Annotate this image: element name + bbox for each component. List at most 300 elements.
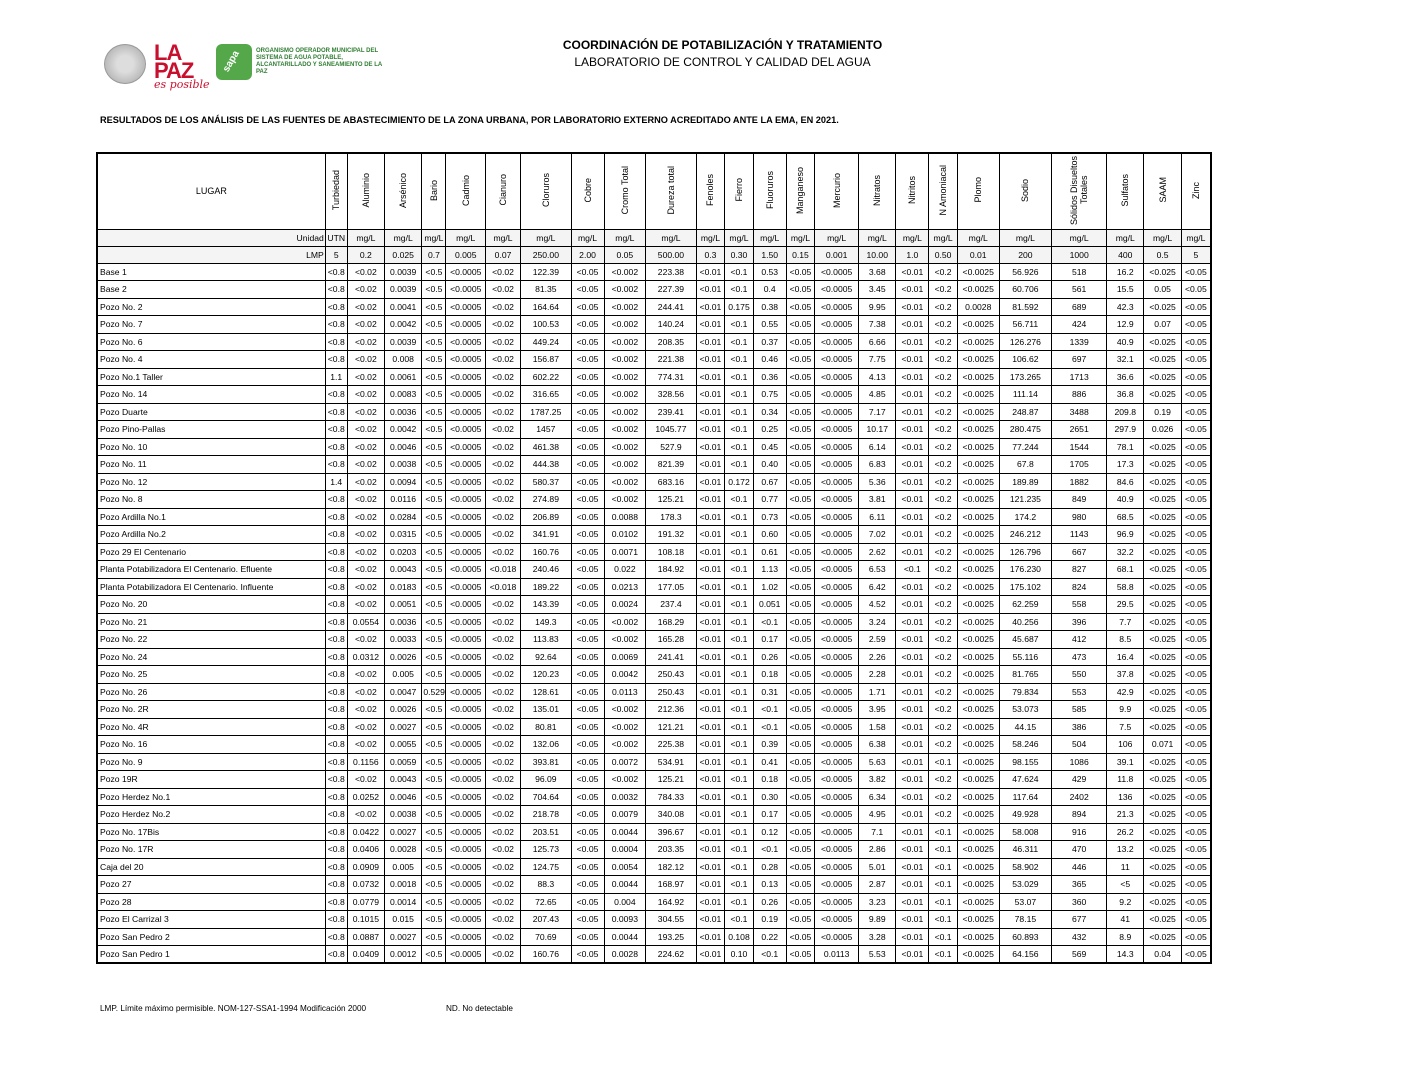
value-cell: 29.5: [1107, 596, 1144, 614]
value-cell: <0.0005: [446, 876, 486, 894]
value-cell: <0.05: [571, 876, 604, 894]
value-cell: <0.2: [929, 438, 958, 456]
value-cell: <0.02: [485, 736, 520, 754]
value-cell: <0.1: [929, 823, 958, 841]
value-cell: 0.015: [385, 911, 422, 929]
value-cell: 0.67: [753, 473, 786, 491]
table-row: [97, 631, 1211, 649]
value-cell: 218.78: [521, 806, 571, 824]
value-cell: <0.05: [571, 736, 604, 754]
value-cell: <0.8: [325, 876, 347, 894]
value-cell: <0.05: [571, 368, 604, 386]
value-cell: <0.002: [604, 333, 646, 351]
lmp-cell: 2.00: [571, 246, 604, 263]
value-cell: <0.01: [896, 491, 929, 509]
value-cell: <0.0005: [446, 368, 486, 386]
value-cell: <0.05: [571, 631, 604, 649]
value-cell: <0.05: [1181, 386, 1211, 404]
value-cell: <0.025: [1144, 893, 1181, 911]
value-cell: <0.8: [325, 596, 347, 614]
value-cell: <0.5: [422, 263, 446, 281]
value-cell: 36.8: [1107, 386, 1144, 404]
value-cell: <0.0005: [815, 386, 859, 404]
value-cell: 15.5: [1107, 281, 1144, 299]
column-header: [325, 153, 347, 229]
value-cell: 0.0094: [385, 473, 422, 491]
value-cell: <0.02: [485, 648, 520, 666]
value-cell: 527.9: [646, 438, 696, 456]
value-cell: 32.2: [1107, 543, 1144, 561]
value-cell: 2.26: [859, 648, 896, 666]
value-cell: <0.1: [725, 596, 754, 614]
value-cell: <0.01: [696, 648, 725, 666]
value-cell: <0.05: [1181, 823, 1211, 841]
table-row: [97, 596, 1211, 614]
units-row: [97, 229, 1211, 246]
value-cell: <0.025: [1144, 788, 1181, 806]
value-cell: 0.0252: [347, 788, 384, 806]
value-cell: 2.28: [859, 666, 896, 684]
value-cell: <0.02: [485, 281, 520, 299]
value-cell: 0.0028: [604, 946, 646, 964]
value-cell: <0.0005: [815, 613, 859, 631]
value-cell: 0.0026: [385, 648, 422, 666]
value-cell: <0.01: [896, 368, 929, 386]
value-cell: <0.02: [347, 666, 384, 684]
value-cell: 189.22: [521, 578, 571, 596]
value-cell: <0.01: [896, 543, 929, 561]
value-cell: 0.0113: [604, 683, 646, 701]
value-cell: 125.73: [521, 841, 571, 859]
value-cell: <0.0005: [446, 508, 486, 526]
value-cell: <0.1: [725, 263, 754, 281]
lmp-cell: 1.50: [753, 246, 786, 263]
value-cell: 7.02: [859, 526, 896, 544]
value-cell: 849: [1052, 491, 1107, 509]
value-cell: 11.8: [1107, 771, 1144, 789]
value-cell: <0.02: [485, 683, 520, 701]
value-cell: <0.0005: [446, 858, 486, 876]
value-cell: 16.2: [1107, 263, 1144, 281]
value-cell: 77.244: [999, 438, 1052, 456]
place-cell: Pozo 19R: [97, 771, 325, 789]
value-cell: <0.05: [786, 368, 815, 386]
column-header: [696, 153, 725, 229]
value-cell: <0.0005: [815, 666, 859, 684]
value-cell: <0.05: [1181, 281, 1211, 299]
value-cell: <0.05: [1181, 788, 1211, 806]
value-cell: 0.0042: [385, 316, 422, 334]
value-cell: <0.5: [422, 456, 446, 474]
value-cell: 206.89: [521, 508, 571, 526]
value-cell: <0.8: [325, 701, 347, 719]
value-cell: <0.05: [1181, 421, 1211, 439]
value-cell: 0.19: [1144, 403, 1181, 421]
table-row: [97, 806, 1211, 824]
value-cell: <0.5: [422, 806, 446, 824]
place-cell: Pozo No. 11: [97, 456, 325, 474]
value-cell: 81.765: [999, 666, 1052, 684]
value-cell: 240.46: [521, 561, 571, 579]
unit-cell: mg/L: [1144, 229, 1181, 246]
value-cell: 96.9: [1107, 526, 1144, 544]
value-cell: 160.76: [521, 543, 571, 561]
value-cell: <0.0005: [446, 806, 486, 824]
value-cell: <0.8: [325, 928, 347, 946]
value-cell: <0.0005: [815, 718, 859, 736]
value-cell: 0.0036: [385, 403, 422, 421]
value-cell: <0.0005: [815, 578, 859, 596]
value-cell: <0.05: [786, 333, 815, 351]
value-cell: <0.05: [571, 263, 604, 281]
value-cell: <0.0005: [815, 911, 859, 929]
value-cell: 117.64: [999, 788, 1052, 806]
value-cell: <0.05: [1181, 473, 1211, 491]
value-cell: 0.0044: [604, 876, 646, 894]
column-header: [422, 153, 446, 229]
unit-cell: mg/L: [1181, 229, 1211, 246]
value-cell: <0.8: [325, 631, 347, 649]
value-cell: 42.9: [1107, 683, 1144, 701]
value-cell: <0.05: [786, 456, 815, 474]
value-cell: <0.05: [1181, 578, 1211, 596]
value-cell: 0.18: [753, 666, 786, 684]
value-cell: <0.0005: [446, 823, 486, 841]
value-cell: <0.05: [571, 613, 604, 631]
value-cell: <0.02: [485, 666, 520, 684]
lmp-cell: 0.3: [696, 246, 725, 263]
value-cell: <0.8: [325, 946, 347, 964]
value-cell: <0.05: [571, 753, 604, 771]
value-cell: 68.5: [1107, 508, 1144, 526]
value-cell: <0.1: [725, 718, 754, 736]
value-cell: <0.8: [325, 316, 347, 334]
value-cell: 4.85: [859, 386, 896, 404]
unit-cell: mg/L: [485, 229, 520, 246]
value-cell: <0.0005: [446, 386, 486, 404]
lmp-cell: 1.0: [896, 246, 929, 263]
table-row: [97, 421, 1211, 439]
value-cell: <0.01: [696, 911, 725, 929]
value-cell: <0.0005: [446, 613, 486, 631]
value-cell: <0.0005: [815, 281, 859, 299]
column-header-label: Arsénico: [398, 172, 409, 208]
value-cell: 0.36: [753, 368, 786, 386]
value-cell: 9.2: [1107, 893, 1144, 911]
value-cell: 3.45: [859, 281, 896, 299]
value-cell: <0.5: [422, 648, 446, 666]
value-cell: <0.01: [696, 666, 725, 684]
value-cell: 386: [1052, 718, 1107, 736]
value-cell: 553: [1052, 683, 1107, 701]
unit-cell: mg/L: [896, 229, 929, 246]
value-cell: <0.05: [786, 263, 815, 281]
lmp-cell: 5: [325, 246, 347, 263]
value-cell: <0.8: [325, 911, 347, 929]
value-cell: <0.05: [571, 911, 604, 929]
table-row: [97, 946, 1211, 964]
value-cell: <0.1: [725, 631, 754, 649]
value-cell: <0.0005: [446, 771, 486, 789]
value-cell: <0.8: [325, 771, 347, 789]
column-header-label: Cloruros: [540, 173, 551, 208]
value-cell: 0.0028: [957, 298, 999, 316]
value-cell: 0.0033: [385, 631, 422, 649]
value-cell: <0.01: [696, 858, 725, 876]
value-cell: <0.5: [422, 736, 446, 754]
value-cell: <0.05: [1181, 893, 1211, 911]
value-cell: 0.0113: [815, 946, 859, 964]
value-cell: 0.0409: [347, 946, 384, 964]
value-cell: 704.64: [521, 788, 571, 806]
value-cell: 365: [1052, 876, 1107, 894]
value-cell: 78.1: [1107, 438, 1144, 456]
sapa-logo: [216, 44, 390, 82]
value-cell: <0.025: [1144, 683, 1181, 701]
value-cell: 58.902: [999, 858, 1052, 876]
value-cell: <0.002: [604, 316, 646, 334]
value-cell: 316.65: [521, 386, 571, 404]
value-cell: 84.6: [1107, 473, 1144, 491]
value-cell: <0.1: [753, 613, 786, 631]
value-cell: <0.2: [929, 648, 958, 666]
value-cell: 132.06: [521, 736, 571, 754]
value-cell: <0.0005: [446, 578, 486, 596]
value-cell: <0.1: [753, 946, 786, 964]
value-cell: 70.69: [521, 928, 571, 946]
value-cell: <0.05: [786, 876, 815, 894]
value-cell: 0.0046: [385, 788, 422, 806]
value-cell: <0.05: [1181, 666, 1211, 684]
value-cell: <0.5: [422, 666, 446, 684]
column-header-label: Cadmio: [460, 174, 471, 206]
place-cell: Pozo No. 20: [97, 596, 325, 614]
value-cell: 461.38: [521, 438, 571, 456]
lab-subtitle: LABORATORIO DE CONTROL Y CALIDAD DEL AGUA: [574, 55, 871, 69]
value-cell: <0.05: [786, 526, 815, 544]
value-cell: 8.5: [1107, 631, 1144, 649]
column-header: [347, 153, 384, 229]
value-cell: <0.5: [422, 473, 446, 491]
place-cell: Pozo Ardilla No.2: [97, 526, 325, 544]
value-cell: 328.56: [646, 386, 696, 404]
value-cell: <0.5: [422, 351, 446, 369]
value-cell: <0.018: [485, 561, 520, 579]
value-cell: <0.05: [786, 823, 815, 841]
value-cell: <0.5: [422, 403, 446, 421]
value-cell: 602.22: [521, 368, 571, 386]
value-cell: <0.025: [1144, 508, 1181, 526]
value-cell: 0.53: [753, 263, 786, 281]
value-cell: <0.025: [1144, 631, 1181, 649]
value-cell: <0.01: [896, 718, 929, 736]
value-cell: <0.0005: [815, 596, 859, 614]
value-cell: <0.01: [696, 526, 725, 544]
value-cell: 6.66: [859, 333, 896, 351]
value-cell: <0.01: [896, 316, 929, 334]
value-cell: <0.2: [929, 578, 958, 596]
value-cell: 6.53: [859, 561, 896, 579]
value-cell: <0.02: [347, 333, 384, 351]
value-cell: 0.0042: [385, 421, 422, 439]
value-cell: 280.475: [999, 421, 1052, 439]
place-cell: Pozo San Pedro 2: [97, 928, 325, 946]
value-cell: <0.05: [1181, 543, 1211, 561]
column-header: [385, 153, 422, 229]
value-cell: <0.0005: [446, 281, 486, 299]
value-cell: 96.09: [521, 771, 571, 789]
value-cell: 223.38: [646, 263, 696, 281]
value-cell: <0.0025: [957, 351, 999, 369]
value-cell: <0.025: [1144, 491, 1181, 509]
value-cell: 92.64: [521, 648, 571, 666]
place-cell: Pozo No. 17Bis: [97, 823, 325, 841]
value-cell: 239.41: [646, 403, 696, 421]
value-cell: <0.5: [422, 876, 446, 894]
value-cell: 64.156: [999, 946, 1052, 964]
lmp-cell: 10.00: [859, 246, 896, 263]
value-cell: <0.02: [485, 631, 520, 649]
value-cell: <0.02: [347, 596, 384, 614]
value-cell: 182.12: [646, 858, 696, 876]
value-cell: 0.0028: [385, 841, 422, 859]
value-cell: 580.37: [521, 473, 571, 491]
value-cell: <0.0025: [957, 823, 999, 841]
value-cell: <0.002: [604, 438, 646, 456]
value-cell: <0.05: [1181, 526, 1211, 544]
column-header-row: [97, 153, 1211, 229]
value-cell: <0.05: [571, 683, 604, 701]
column-header-label: Cianuro: [498, 174, 509, 207]
value-cell: <0.02: [485, 753, 520, 771]
value-cell: <0.02: [347, 351, 384, 369]
value-cell: <0.05: [571, 666, 604, 684]
value-cell: <0.0025: [957, 508, 999, 526]
place-cell: Base 2: [97, 281, 325, 299]
column-header-label: Turbiedad: [331, 170, 342, 211]
value-cell: <0.02: [347, 473, 384, 491]
value-cell: <0.8: [325, 456, 347, 474]
lmp-cell: 0.2: [347, 246, 384, 263]
value-cell: <0.05: [786, 806, 815, 824]
value-cell: 0.0038: [385, 806, 422, 824]
unit-cell: mg/L: [999, 229, 1052, 246]
value-cell: <0.5: [422, 893, 446, 911]
value-cell: 827: [1052, 561, 1107, 579]
unit-cell: mg/L: [1052, 229, 1107, 246]
place-cell: Pozo No. 16: [97, 736, 325, 754]
value-cell: 5.36: [859, 473, 896, 491]
value-cell: <0.01: [896, 823, 929, 841]
value-cell: <0.02: [485, 718, 520, 736]
value-cell: <0.0025: [957, 368, 999, 386]
value-cell: <0.05: [1181, 403, 1211, 421]
value-cell: <0.02: [347, 718, 384, 736]
value-cell: <0.01: [896, 298, 929, 316]
value-cell: <0.01: [696, 368, 725, 386]
value-cell: <0.05: [571, 893, 604, 911]
value-cell: 53.07: [999, 893, 1052, 911]
value-cell: 203.51: [521, 823, 571, 841]
value-cell: <0.1: [725, 701, 754, 719]
value-cell: 143.39: [521, 596, 571, 614]
lmp-cell: 250.00: [521, 246, 571, 263]
value-cell: 0.0012: [385, 946, 422, 964]
value-cell: <0.0005: [815, 753, 859, 771]
column-header-label: Mercurio: [831, 172, 842, 208]
unit-cell: mg/L: [725, 229, 754, 246]
value-cell: 113.83: [521, 631, 571, 649]
value-cell: 473: [1052, 648, 1107, 666]
value-cell: <0.0005: [815, 316, 859, 334]
column-header-label: Nitritos: [907, 176, 918, 205]
value-cell: <0.02: [485, 841, 520, 859]
value-cell: <0.2: [929, 736, 958, 754]
value-cell: <0.02: [485, 928, 520, 946]
value-cell: <0.8: [325, 578, 347, 596]
value-cell: <0.0005: [446, 928, 486, 946]
value-cell: 393.81: [521, 753, 571, 771]
value-cell: <0.05: [786, 281, 815, 299]
lmp-cell: 0.5: [1144, 246, 1181, 263]
value-cell: 3.24: [859, 613, 896, 631]
place-cell: Pozo No. 22: [97, 631, 325, 649]
value-cell: <0.0005: [446, 473, 486, 491]
value-cell: <0.01: [696, 438, 725, 456]
value-cell: 0.05: [1144, 281, 1181, 299]
value-cell: <0.02: [485, 316, 520, 334]
value-cell: 9.89: [859, 911, 896, 929]
unit-cell: mg/L: [957, 229, 999, 246]
value-cell: 0.0072: [604, 753, 646, 771]
value-cell: 4.95: [859, 806, 896, 824]
value-cell: <0.0025: [957, 666, 999, 684]
column-header: [571, 153, 604, 229]
value-cell: 0.31: [753, 683, 786, 701]
table-row: [97, 753, 1211, 771]
value-cell: <0.01: [696, 333, 725, 351]
value-cell: <0.1: [725, 648, 754, 666]
value-cell: 0.005: [385, 666, 422, 684]
value-cell: 136: [1107, 788, 1144, 806]
value-cell: <0.05: [786, 858, 815, 876]
value-cell: <0.0025: [957, 333, 999, 351]
value-cell: <0.0025: [957, 893, 999, 911]
value-cell: <0.05: [1181, 946, 1211, 964]
value-cell: 1.13: [753, 561, 786, 579]
value-cell: <0.0025: [957, 561, 999, 579]
value-cell: 340.08: [646, 806, 696, 824]
value-cell: 0.0887: [347, 928, 384, 946]
value-cell: <0.01: [896, 666, 929, 684]
value-cell: 168.29: [646, 613, 696, 631]
value-cell: <0.0005: [815, 351, 859, 369]
value-cell: <0.0025: [957, 281, 999, 299]
value-cell: <0.0025: [957, 736, 999, 754]
value-cell: 0.008: [385, 351, 422, 369]
value-cell: <0.05: [1181, 596, 1211, 614]
value-cell: <0.02: [347, 491, 384, 509]
value-cell: <0.0005: [815, 526, 859, 544]
value-cell: <0.025: [1144, 526, 1181, 544]
value-cell: <0.2: [929, 473, 958, 491]
value-cell: <0.05: [1181, 491, 1211, 509]
value-cell: <0.01: [696, 596, 725, 614]
value-cell: 0.0047: [385, 683, 422, 701]
value-cell: <0.0005: [815, 736, 859, 754]
value-cell: 81.35: [521, 281, 571, 299]
value-cell: <0.0005: [446, 561, 486, 579]
